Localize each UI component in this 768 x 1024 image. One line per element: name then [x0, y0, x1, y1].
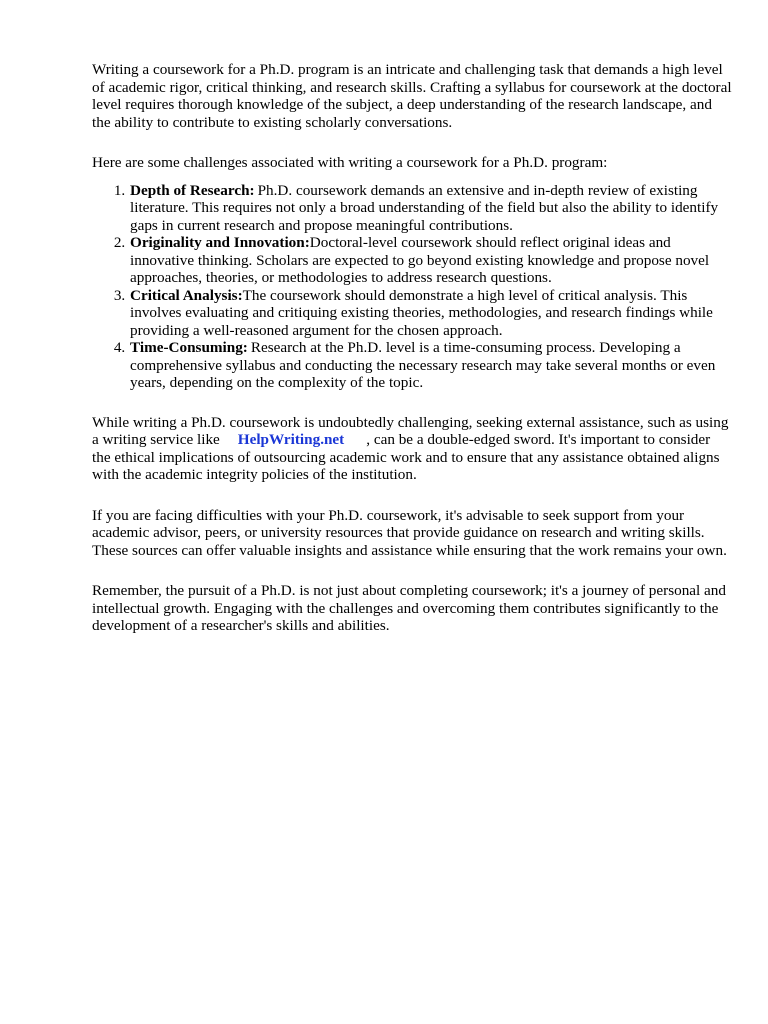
conclusion-paragraph: Remember, the pursuit of a Ph.D. is not just about completing coursework; it's a journey of personal and intellectual growth. Engaging with the challenges and overcoming them contributes significantly to the development of a researcher's skills and abilities. — [92, 582, 726, 634]
challenge-term: Time-Consuming: — [130, 339, 248, 356]
challenge-term: Critical Analysis: — [130, 286, 243, 304]
challenge-text: Research at the Ph.D. level is a time-consuming process. Developing a comprehensive syllabus and conducting the necessary research may take several months or even years, depending on the complexity of the topic. — [130, 339, 716, 391]
helpwriting-link[interactable]: HelpWriting.net — [237, 431, 345, 448]
list-item — [129, 287, 732, 340]
list-item — [129, 234, 732, 287]
challenge-term: Depth of Research: — [130, 181, 255, 199]
assistance-text-before: While writing a Ph.D. coursework is undoubtedly challenging, seeking external assistance, such as using a writing service like — [92, 413, 729, 448]
challenge-term: Originality and Innovation: — [130, 234, 310, 251]
assistance-paragraph — [92, 414, 732, 484]
list-item — [129, 182, 732, 235]
list-item — [129, 339, 732, 392]
challenge-text: Doctoral-level coursework should reflect original ideas and innovative thinking. Scholars are expected to go beyond existing knowledge and propose novel approaches, theories, or methodologies to address research questions. — [130, 234, 710, 286]
support-paragraph: If you are facing difficulties with your Ph.D. coursework, it's advisable to seek support from your academic advisor, peers, or university resources that provide guidance on research and writing skills. These sources can offer valuable insights and assistance while ensuring that the work remains your own. — [92, 506, 727, 559]
document-page — [92, 61, 732, 635]
challenges-list — [92, 182, 732, 392]
challenge-text: The coursework should demonstrate a high level of critical analysis. This involves evaluating and critiquing existing theories, methodologies, and research findings while providing a well-reasoned argument for the chosen approach. — [130, 286, 713, 339]
challenges-lead: Here are some challenges associated with writing a coursework for a Ph.D. program: — [92, 154, 608, 171]
intro-paragraph: Writing a coursework for a Ph.D. program is an intricate and challenging task that demands a high level of academic rigor, critical thinking, and research skills. Crafting a syllabus for coursework at the doctoral level requires thorough knowledge of the subject, a deep understanding of the research landscape, and the ability to contribute to existing scholarly conversations. — [92, 61, 732, 131]
challenge-text: Ph.D. coursework demands an extensive and in-depth review of existing literature. This requires not only a broad understanding of the field but also the ability to identify gaps in current research and propose meaningful contributions. — [130, 181, 719, 234]
assistance-text-after: , can be a double-edged sword. It's important to consider the ethical implications of outsourcing academic work and to ensure that any assistance obtained aligns with the academic integrity policies of the institution. — [92, 431, 720, 483]
